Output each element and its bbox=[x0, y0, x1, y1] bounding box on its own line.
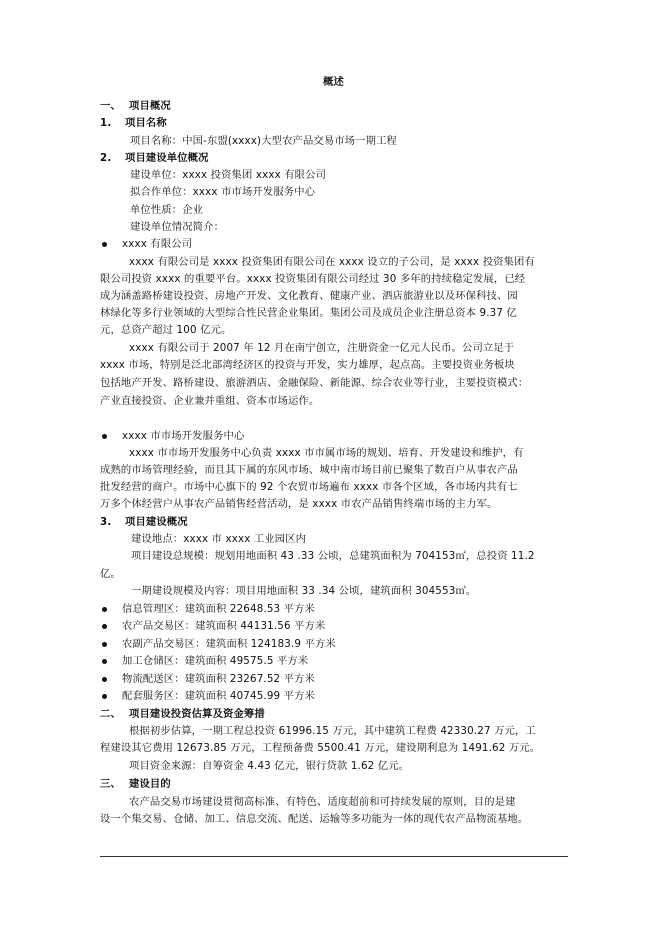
center-paragraph-line: 批发经营的商户。市场中心旗下的 92 个农贸市场遍布 xxxx 市各个区域，各市场内共有七 bbox=[100, 481, 518, 493]
bullet-icon bbox=[102, 607, 107, 612]
footer-divider bbox=[100, 856, 568, 857]
section-2-heading: 项目建设投资估算及资金筹措 bbox=[129, 708, 265, 720]
zone-item: 农副产品交易区：建筑面积 124183.9 平方米 bbox=[122, 638, 336, 650]
company-paragraph-line: 限公司投资 xxxx 的重要平台。xxxx 投资集团有限公司经过 30 多年的持续稳定发展，已经 bbox=[100, 273, 526, 285]
zone-item: 农产品交易区：建筑面积 44131.56 平方米 bbox=[122, 620, 326, 632]
bullet-icon bbox=[102, 694, 107, 699]
partner-unit: 拟合作单位：xxxx 市市场开发服务中心 bbox=[130, 186, 316, 198]
zone-item: 加工仓储区：建筑面积 49575.5 平方米 bbox=[122, 655, 309, 667]
bullet-icon bbox=[102, 677, 107, 682]
builder-unit: 建设单位：xxxx 投资集团 xxxx 有限公司 bbox=[130, 169, 327, 181]
bullet-icon bbox=[102, 659, 107, 664]
build-location: 建设地点：xxxx 市 xxxx 工业园区内 bbox=[131, 533, 307, 545]
section-3-heading: 建设目的 bbox=[129, 778, 171, 790]
phase-one-scale: 一期建设规模及内容：项目用地面积 33 .34 公顷，建筑面积 304553㎡。 bbox=[131, 585, 477, 597]
section-1-heading: 项目概况 bbox=[129, 100, 171, 112]
intro-label: 建设单位情况简介： bbox=[130, 221, 225, 233]
section-3-number: 三、 bbox=[100, 778, 121, 790]
company-name: xxxx 有限公司 bbox=[122, 238, 193, 250]
center-name: xxxx 市市场开发服务中心 bbox=[122, 430, 245, 442]
bullet-icon bbox=[102, 624, 107, 629]
bullet-icon bbox=[102, 434, 107, 439]
funding-source: 项目资金来源：自筹资金 4.43 亿元，银行贷款 1.62 亿元。 bbox=[129, 760, 410, 772]
company-paragraph-line: xxxx 有限公司是 xxxx 投资集团有限公司在 xxxx 设立的子公司，是 xxxx 投资集团有 bbox=[129, 256, 535, 268]
bullet-icon bbox=[102, 642, 107, 647]
company-paragraph-line: 产业直接投资、企业兼并重组、资本市场运作。 bbox=[100, 395, 320, 407]
investment-line: 程建设其它费用 12673.85 万元，工程预备费 5500.41 万元，建设期利息为 1491.62 万元。 bbox=[100, 742, 541, 754]
subsection-1-number: 1. bbox=[100, 117, 112, 129]
company-paragraph-line: xxxx 有限公司于 2007 年 12 月在南宁创立，注册资金一亿元人民币。公司立足于 bbox=[129, 342, 515, 354]
zone-item: 物流配送区：建筑面积 23267.52 平方米 bbox=[122, 673, 315, 685]
purpose-line: 设一个集交易、仓储、加工、信息交流、配送、运输等多功能为一体的现代农产品物流基地。 bbox=[100, 813, 529, 825]
company-paragraph-line: 元，总资产超过 100 亿元。 bbox=[100, 324, 232, 336]
page-title: 概述 bbox=[323, 76, 344, 88]
center-paragraph-line: 万多个体经营户从事农产品销售经营活动，是 xxxx 市农产品销售终端市场的主力军。 bbox=[100, 498, 498, 510]
subsection-3-title: 项目建设概况 bbox=[125, 516, 188, 528]
zone-item: 信息管理区：建筑面积 22648.53 平方米 bbox=[122, 603, 315, 615]
total-scale-line: 项目建设总规模：规划用地面积 43 .33 公顷，总建筑面积为 704153㎡，总投资 11.2 bbox=[131, 550, 535, 562]
bullet-icon bbox=[102, 242, 107, 247]
unit-type: 单位性质：企业 bbox=[130, 204, 204, 216]
company-paragraph-line: 成为涵盖路桥建设投资、房地产开发、文化教育、健康产业、酒店旅游业以及环保科技、园 bbox=[100, 290, 518, 302]
section-2-number: 二、 bbox=[100, 708, 121, 720]
company-paragraph-line: 包括地产开发、路桥建设、旅游酒店、金融保险、新能源、综合农业等行业，主要投资模式： bbox=[100, 377, 529, 389]
project-name: 项目名称：中国-东盟(xxxx)大型农产品交易市场一期工程 bbox=[130, 135, 398, 147]
company-paragraph-line: xxxx 市场，特别是泛北部湾经济区的投资与开发，实力雄厚，起点高。主要投资业务板块 bbox=[100, 359, 515, 371]
zone-item: 配套服务区：建筑面积 40745.99 平方米 bbox=[122, 690, 315, 702]
subsection-3-number: 3. bbox=[100, 516, 112, 528]
subsection-2-title: 项目建设单位概况 bbox=[125, 152, 209, 164]
investment-line: 根据初步估算，一期工程总投资 61996.15 万元，其中建筑工程费 42330.27 万元，工 bbox=[129, 725, 536, 737]
total-scale-line: 亿。 bbox=[100, 568, 121, 580]
purpose-line: 农产品交易市场建设贯彻高标准、有特色、适度超前和可持续发展的原则，目的是建 bbox=[129, 796, 516, 808]
subsection-1-title: 项目名称 bbox=[125, 117, 167, 129]
subsection-2-number: 2. bbox=[100, 152, 112, 164]
center-paragraph-line: xxxx 市市场开发服务中心负责 xxxx 市市属市场的规划、培育、开发建设和维护，有 bbox=[129, 447, 524, 459]
center-paragraph-line: 成熟的市场管理经验，而且其下属的东风市场、城中南市场目前已聚集了数百户从事农产品 bbox=[100, 464, 518, 476]
section-1-number: 一、 bbox=[100, 100, 121, 112]
company-paragraph-line: 林绿化等多行业领域的大型综合性民营企业集团。集团公司及成员企业注册总资本 9.37 亿 bbox=[100, 307, 517, 319]
